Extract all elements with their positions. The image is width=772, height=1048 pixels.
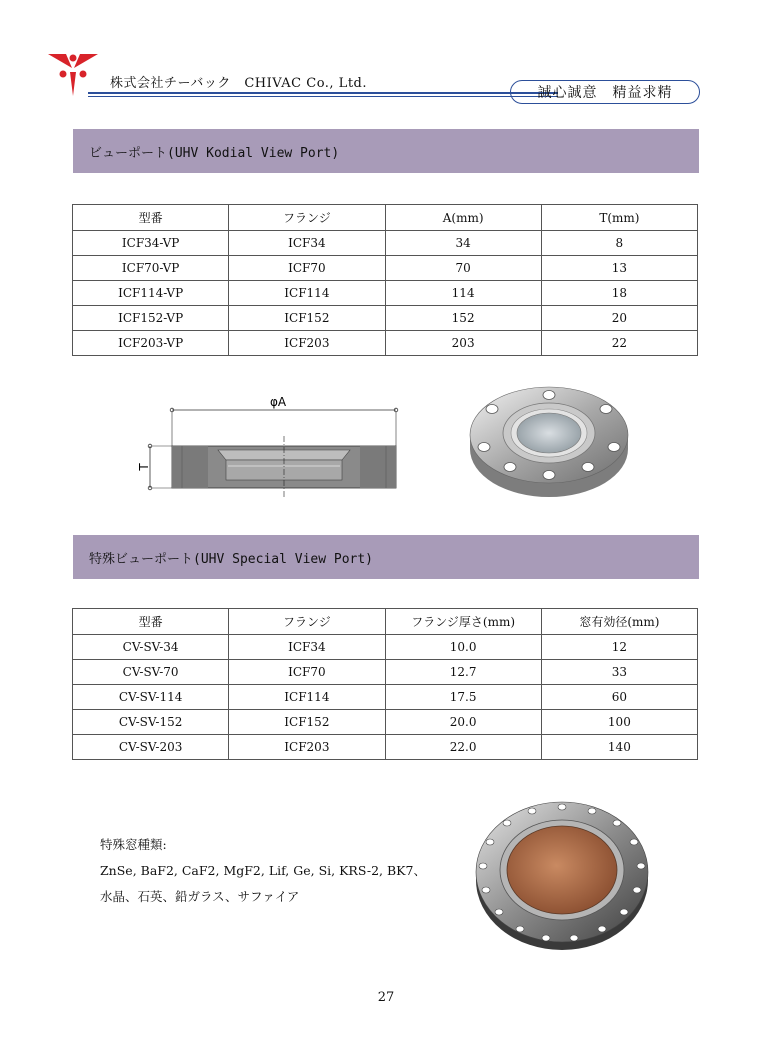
table-cell: 22: [541, 331, 697, 356]
table-row: [73, 331, 698, 356]
view-port-table: [72, 204, 698, 356]
table-cell: 203: [385, 331, 541, 356]
materials-line: ZnSe, BaF2, CaF2, MgF2, Lif, Ge, Si, KRS-2, BK7、: [100, 863, 426, 878]
special-view-port-table: [72, 608, 698, 760]
table-cell: ICF203: [229, 735, 385, 760]
column-header: A(mm): [385, 205, 541, 231]
table-cell: 13: [541, 256, 697, 281]
table-cell: ICF70: [229, 256, 385, 281]
table-cell: 70: [385, 256, 541, 281]
table-cell: ICF34: [229, 635, 385, 660]
header-rule: [88, 92, 558, 94]
column-header: 型番: [73, 609, 229, 635]
column-header: 型番: [73, 205, 229, 231]
table-cell: 12: [541, 635, 697, 660]
table-cell: 100: [541, 710, 697, 735]
table-header-row: [73, 609, 698, 635]
dimension-label-a: φA: [269, 395, 287, 409]
table-cell: ICF203: [229, 331, 385, 356]
column-header: 窓有効径(mm): [541, 609, 697, 635]
table-cell: CV-SV-114: [73, 685, 229, 710]
company-name: 株式会社チーバック CHIVAC Co., Ltd.: [110, 76, 367, 91]
chivac-logo-icon: [46, 48, 100, 98]
table-cell: 33: [541, 660, 697, 685]
table-cell: ICF152-VP: [73, 306, 229, 331]
table-cell: CV-SV-203: [73, 735, 229, 760]
table-header-row: [73, 205, 698, 231]
section-title-view-port: ビューポート(UHV Kodial View Port): [73, 129, 699, 173]
table-cell: 20: [541, 306, 697, 331]
materials-heading: 特殊窓種類:: [100, 837, 167, 852]
table-cell: ICF114: [229, 685, 385, 710]
table-cell: 17.5: [385, 685, 541, 710]
table-cell: 114: [385, 281, 541, 306]
table-cell: ICF70: [229, 660, 385, 685]
table-cell: ICF70-VP: [73, 256, 229, 281]
view-port-photo: [464, 383, 634, 503]
column-header: フランジ: [229, 205, 385, 231]
column-header: フランジ: [229, 609, 385, 635]
table-cell: CV-SV-152: [73, 710, 229, 735]
table-cell: ICF34-VP: [73, 231, 229, 256]
table-cell: ICF114: [229, 281, 385, 306]
table-row: [73, 281, 698, 306]
table-cell: 140: [541, 735, 697, 760]
materials-line: 水晶、石英、鉛ガラス、サファイア: [100, 889, 300, 904]
table-cell: 22.0: [385, 735, 541, 760]
table-row: [73, 735, 698, 760]
table-row: [73, 231, 698, 256]
table-row: [73, 685, 698, 710]
table-cell: 20.0: [385, 710, 541, 735]
page-number: 27: [377, 990, 395, 1005]
view-port-cross-section-drawing: [128, 388, 418, 506]
table-cell: CV-SV-34: [73, 635, 229, 660]
table-cell: ICF114-VP: [73, 281, 229, 306]
column-header: フランジ厚さ(mm): [385, 609, 541, 635]
special-view-port-photo: [474, 790, 650, 954]
table-cell: ICF152: [229, 306, 385, 331]
dimension-label-t: T: [137, 463, 151, 471]
header-rule-thin: [88, 96, 558, 97]
table-row: [73, 710, 698, 735]
table-row: [73, 635, 698, 660]
table-cell: 10.0: [385, 635, 541, 660]
column-header: T(mm): [541, 205, 697, 231]
table-cell: ICF34: [229, 231, 385, 256]
table-cell: 12.7: [385, 660, 541, 685]
table-cell: 34: [385, 231, 541, 256]
table-cell: ICF203-VP: [73, 331, 229, 356]
table-cell: 8: [541, 231, 697, 256]
table-cell: ICF152: [229, 710, 385, 735]
table-cell: 60: [541, 685, 697, 710]
motto-badge: 誠心誠意 精益求精: [510, 80, 700, 104]
table-row: [73, 306, 698, 331]
table-cell: 152: [385, 306, 541, 331]
section-title-special-view-port: 特殊ビューポート(UHV Special View Port): [73, 535, 699, 579]
special-window-materials: [100, 832, 460, 910]
table-cell: CV-SV-70: [73, 660, 229, 685]
table-cell: 18: [541, 281, 697, 306]
table-row: [73, 660, 698, 685]
table-row: [73, 256, 698, 281]
